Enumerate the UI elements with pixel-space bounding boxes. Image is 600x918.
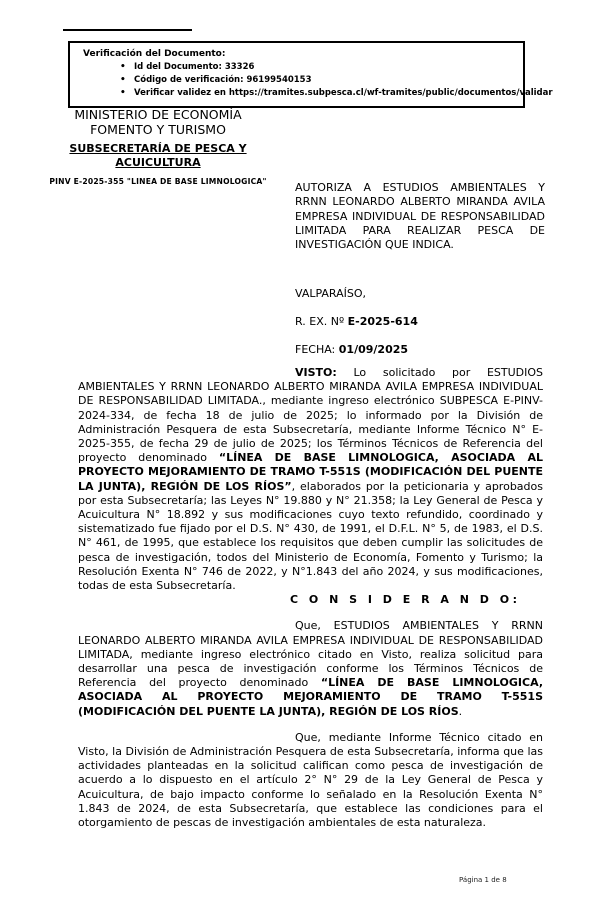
resolution-date-value: 01/09/2025 (338, 343, 409, 356)
verification-item-url: • Verificar validez en https://tramites.subpesca.cl/wf-tramites/public/documentos/validar (120, 87, 523, 100)
letterhead (38, 107, 278, 186)
city-line: VALPARAÍSO, (295, 287, 367, 300)
verification-title: Verificación del Documento: (83, 49, 226, 59)
resolution-body (78, 366, 543, 830)
verification-box (68, 41, 553, 108)
verification-item-code: • Código de verificación: 96199540153 (120, 74, 523, 87)
resolution-date (295, 343, 408, 356)
considerando-paragraph-2: Que, mediante Informe Técnico citado en Visto, la División de Administración Pesquera de esta Subsecretaría, informa que las actividades planteadas en la solicitud califican como pesca de investigación de acuerdo a lo dispuesto en el artículo 2° N° 29 de la Ley General de Pesca y Acuicultura, de bajo impacto conforme lo señalado en la Resolución Exenta N° 1.843 de 2024, de esta Subsecretaría, que establece las condiciones para el otorgamiento de pescas de investigación ambientales de esta naturaleza. (78, 730, 543, 830)
ministry-name-line1: MINISTERIO DE ECONOMÍA (74, 107, 242, 122)
project-reference: PINV E-2025-355 "LINEA DE BASE LIMNOLOGICA" (49, 177, 267, 186)
resolution-number (295, 315, 418, 328)
considerando-heading: C O N S I D E R A N D O: (290, 593, 521, 607)
visto-paragraph: VISTO: Lo solicitado por ESTUDIOS AMBIENTALES Y RRNN LEONARDO ALBERTO MIRANDA AVILA EMPRESA INDIVIDUAL DE RESPONSABILIDAD LIMITADA., mediante ingreso electrónico SUBPESCA E-PINV-2024-334, de fecha 18 de julio de 2025; lo informado por la División de Administración Pesquera de esta Subsecretaría, mediante Informe Técnico N° E-2025-355, de fecha 29 de julio de 2025; los Términos Técnicos de Referencia del proyecto denominado “LÍNEA DE BASE LIMNOLOGICA, ASOCIADA AL PROYECTO MEJORAMIENTO DE TRAMO T-551S (MODIFICACIÓN DEL PUENTE LA JUNTA), REGIÓN DE LOS RÍOS”, elaborados por la peticionaria y aprobados por esta Subsecretaría; las Leyes N° 19.880 y N° 21.358; la Ley General de Pesca y Acuicultura N° 18.892 y sus modificaciones cuyo texto refundido, coordinado y sistematizado fue fijado por el D.S. N° 430, de 1991, el D.F.L. N° 5, de 1983, el D.S. N° 461, de 1995, que establece los requisitos que deben cumplir las solicitudes de pesca de investigación, todos del Ministerio de Economía, Fomento y Turismo; la Resolución Exenta N° 746 de 2022, y N°1.843 del año 2024, y sus modificaciones, todas de esta Subsecretaría. (78, 366, 543, 593)
subsecretaria-title: SUBSECRETARÍA DE PESCA Y ACUICULTURA (69, 142, 247, 169)
resolution-number-label: R. EX. Nº (295, 315, 348, 328)
ministry-name-line2: FOMENTO Y TURISMO (90, 122, 226, 137)
resolution-number-value: E-2025-614 (347, 315, 418, 328)
resolution-date-label: FECHA: (295, 343, 339, 356)
decorative-rule (63, 29, 192, 31)
verification-list (83, 61, 553, 100)
resolution-subject: AUTORIZA A ESTUDIOS AMBIENTALES Y RRNN LEONARDO ALBERTO MIRANDA AVILA EMPRESA INDIVIDUAL DE RESPONSABILIDAD LIMITADA PARA REALIZAR PESCA DE INVESTIGACIÓN QUE INDICA. (295, 181, 545, 252)
verification-item-id: • Id del Documento: 33326 (120, 61, 523, 74)
page-number: Página 1 de 8 (459, 876, 507, 884)
considerando-paragraph-1: Que, ESTUDIOS AMBIENTALES Y RRNN LEONARDO ALBERTO MIRANDA AVILA EMPRESA INDIVIDUAL DE RESPONSABILIDAD LIMITADA, mediante ingreso electrónico citado en Visto, realiza solicitud para desarrollar una pesca de investigación conforme los Términos Técnicos de Referencia del proyecto denominado “LÍNEA DE BASE LIMNOLOGICA, ASOCIADA AL PROYECTO MEJORAMIENTO DE TRAMO T-551S (MODIFICACIÓN DEL PUENTE LA JUNTA), REGIÓN DE LOS RÍOS. (78, 619, 543, 718)
